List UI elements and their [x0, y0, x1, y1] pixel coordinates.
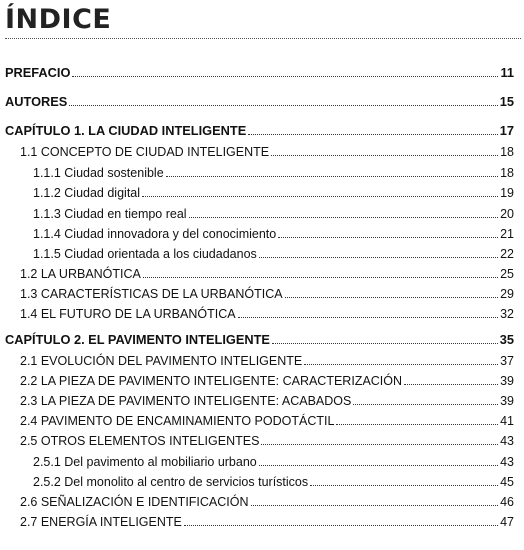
toc-entry-label: 2.7 ENERGÍA INTELIGENTE: [20, 515, 182, 529]
toc-entry-chapter-2[interactable]: [5, 332, 514, 348]
toc-entry-label: 1.2 LA URBANÓTICA: [20, 267, 141, 281]
dot-leader: [272, 343, 498, 344]
toc-entry-page: 29: [500, 287, 514, 301]
toc-entry-1-1-1[interactable]: [33, 165, 514, 181]
toc-entry-label: 2.3 LA PIEZA DE PAVIMENTO INTELIGENTE: ACABADOS: [20, 394, 352, 408]
dot-leader: [166, 176, 498, 177]
toc-entry-page: 35: [499, 332, 514, 347]
toc-entry-page: 45: [500, 475, 514, 489]
toc-entry-page: 46: [500, 495, 514, 509]
toc-entry-2-6[interactable]: [20, 494, 514, 510]
dot-leader: [259, 465, 498, 466]
toc-entry-label: 2.4 PAVIMENTO DE ENCAMINAMIENTO PODOTÁCTIL: [20, 414, 335, 428]
toc-entry-2-2[interactable]: [20, 373, 514, 389]
toc-entry-page: 43: [500, 455, 514, 469]
toc-entry-page: 19: [500, 186, 514, 200]
toc-entry-label: AUTORES: [5, 94, 68, 109]
toc-entry-2-5-1[interactable]: [33, 454, 514, 470]
toc-entry-page: 47: [500, 515, 514, 529]
toc-entry-label: CAPÍTULO 2. EL PAVIMENTO INTELIGENTE: [5, 332, 270, 347]
toc-entry-page: 37: [500, 354, 514, 368]
dot-leader: [251, 505, 498, 506]
toc-entry-page: 17: [499, 123, 514, 138]
dot-leader: [143, 277, 498, 278]
toc-entry-page: 39: [500, 374, 514, 388]
toc-entry-page: 11: [500, 65, 514, 80]
dot-leader: [278, 237, 498, 238]
toc-entry-1-1-5[interactable]: [33, 246, 514, 262]
toc-entry-page: 39: [500, 394, 514, 408]
toc-entry-label: CAPÍTULO 1. LA CIUDAD INTELIGENTE: [5, 123, 247, 138]
toc-entry-label: 1.4 EL FUTURO DE LA URBANÓTICA: [20, 307, 236, 321]
toc-entry-autores[interactable]: [5, 94, 514, 110]
toc-entry-page: 32: [500, 307, 514, 321]
toc-entry-label: 1.1 CONCEPTO DE CIUDAD INTELIGENTE: [20, 145, 270, 159]
toc-entry-page: 25: [500, 267, 514, 281]
toc-entry-page: 15: [499, 94, 514, 109]
toc-entry-label: 1.1.5 Ciudad orientada a los ciudadanos: [33, 247, 257, 261]
toc-entry-2-3[interactable]: [20, 393, 514, 409]
dot-leader: [259, 257, 498, 258]
toc-entry-page: 18: [500, 145, 514, 159]
toc-entry-label: 2.1 EVOLUCIÓN DEL PAVIMENTO INTELIGENTE: [20, 354, 303, 368]
dot-leader: [72, 76, 498, 77]
toc-entry-prefacio[interactable]: [5, 65, 514, 81]
dot-leader: [404, 384, 498, 385]
toc-entry-1-1-3[interactable]: [33, 206, 514, 222]
toc-entry-1-2[interactable]: [20, 266, 514, 282]
dot-leader: [238, 317, 498, 318]
toc-entry-label: PREFACIO: [5, 65, 71, 80]
toc-entry-1-4[interactable]: [20, 306, 514, 322]
dot-leader: [336, 424, 498, 425]
toc-entry-page: 21: [500, 227, 514, 241]
dot-leader: [310, 485, 498, 486]
toc-entry-1-1-2[interactable]: [33, 185, 514, 201]
toc-entry-label: 2.5 OTROS ELEMENTOS INTELIGENTES: [20, 434, 260, 448]
dot-leader: [261, 444, 498, 445]
toc-entry-page: 43: [500, 434, 514, 448]
toc-entry-label: 1.3 CARACTERÍSTICAS DE LA URBANÓTICA: [20, 287, 283, 301]
toc-entry-label: 1.1.2 Ciudad digital: [33, 186, 141, 200]
title-divider: [5, 38, 521, 39]
toc-entry-label: 2.2 LA PIEZA DE PAVIMENTO INTELIGENTE: CARACTERIZACIÓN: [20, 374, 403, 388]
dot-leader: [184, 525, 498, 526]
toc-entry-1-3[interactable]: [20, 286, 514, 302]
toc-entry-2-5[interactable]: [20, 433, 514, 449]
toc-entry-page: 41: [500, 414, 514, 428]
toc-entry-page: 22: [500, 247, 514, 261]
dot-leader: [69, 105, 497, 106]
toc-entry-chapter-1[interactable]: [5, 123, 514, 139]
dot-leader: [142, 196, 498, 197]
dot-leader: [304, 364, 498, 365]
toc-entry-label: 2.5.2 Del monolito al centro de servicios turísticos: [33, 475, 309, 489]
toc-entry-label: 1.1.3 Ciudad en tiempo real: [33, 207, 187, 221]
toc-entry-2-7[interactable]: [20, 514, 514, 530]
dot-leader: [189, 217, 498, 218]
dot-leader: [285, 297, 498, 298]
toc-entry-2-5-2[interactable]: [33, 474, 514, 490]
toc-entry-label: 1.1.1 Ciudad sostenible: [33, 166, 164, 180]
dot-leader: [353, 404, 498, 405]
toc-entry-2-4[interactable]: [20, 413, 514, 429]
toc-entry-1-1[interactable]: [20, 144, 514, 160]
toc-entry-label: 1.1.4 Ciudad innovadora y del conocimiento: [33, 227, 277, 241]
dot-leader: [271, 155, 498, 156]
toc-entry-label: 2.5.1 Del pavimento al mobiliario urbano: [33, 455, 257, 469]
toc-entry-page: 20: [500, 207, 514, 221]
dot-leader: [248, 134, 498, 135]
index-title: ÍNDICE: [5, 4, 112, 35]
toc-entry-label: 2.6 SEÑALIZACIÓN E IDENTIFICACIÓN: [20, 495, 249, 509]
toc-entry-1-1-4[interactable]: [33, 226, 514, 242]
toc-entry-page: 18: [500, 166, 514, 180]
toc-entry-2-1[interactable]: [20, 353, 514, 369]
